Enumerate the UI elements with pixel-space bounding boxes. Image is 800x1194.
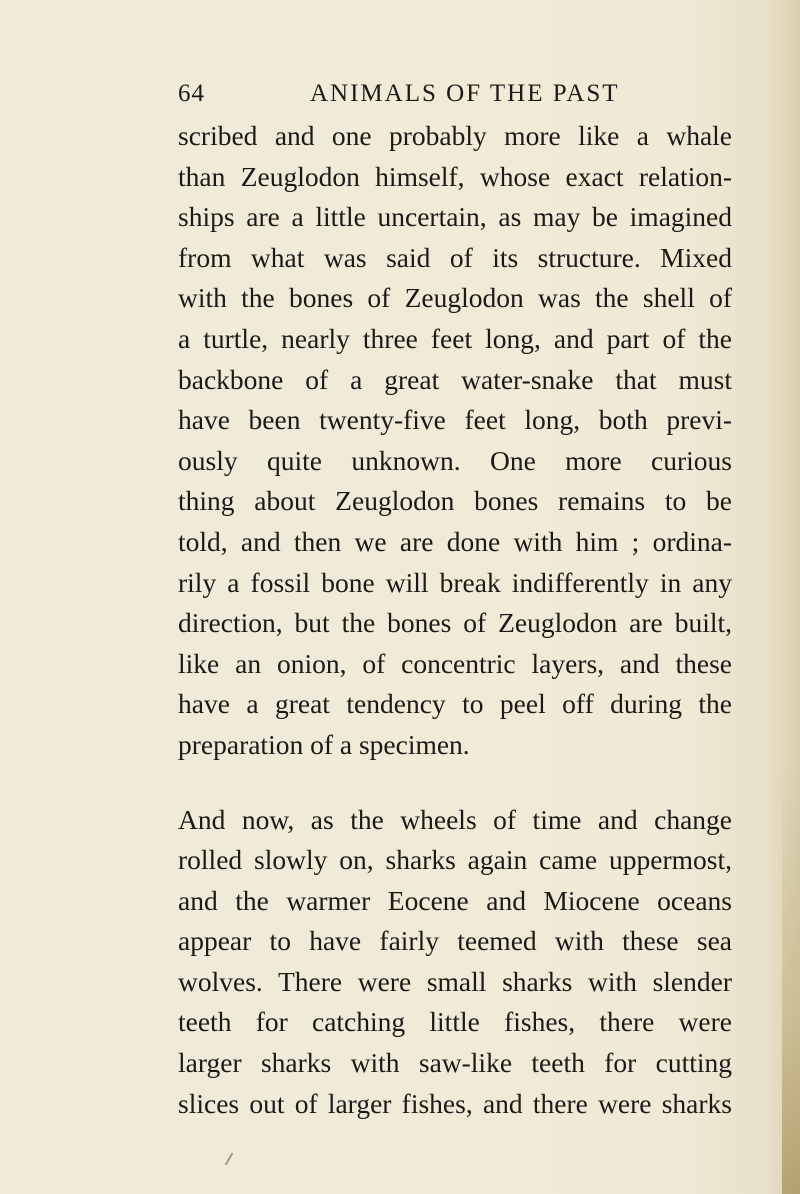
text-line: like an onion, of concentric layers, and these [178,647,732,679]
text-line: teeth for catching little fishes, there were [178,1006,732,1038]
text-line: told, and then we are done with him ; ordina- [178,525,732,557]
text-line: and the warmer Eocene and Miocene oceans [178,884,732,916]
text-line: ships are a little uncertain, as may be imagined [178,201,732,233]
body-text [178,116,732,1124]
text-line: thing about Zeuglodon bones remains to be [178,485,732,517]
text-line: direction, but the bones of Zeuglodon are built, [178,607,732,639]
text-line: appear to have fairly teemed with these sea [178,925,732,957]
text-line: larger sharks with saw-like teeth for cutting [178,1047,732,1079]
text-line: a turtle, nearly three feet long, and part of the [178,322,732,354]
paragraph [178,800,732,1125]
page-edge-stain [782,760,800,1194]
text-line: have a great tendency to peel off during the [178,688,732,720]
text-line: rily a fossil bone will break indifferently in any [178,566,732,598]
text-line: wolves. There were small sharks with slender [178,965,732,997]
running-head [178,80,800,116]
text-line: with the bones of Zeuglodon was the shell of [178,282,732,314]
stray-pencil-mark [225,1152,234,1165]
page-number: 64 [178,80,205,107]
text-line: scribed and one probably more like a whale [178,120,732,151]
text-line: have been twenty-five feet long, both previ- [178,404,732,436]
running-title: ANIMALS OF THE PAST [310,80,620,107]
text-line: slices out of larger fishes, and there were sharks [178,1087,732,1119]
paragraph [178,116,732,766]
text-line: rolled slowly on, sharks again came uppermost, [178,844,732,876]
paragraph-gap [178,766,732,800]
text-line: ously quite unknown. One more curious [178,444,732,476]
text-line: And now, as the wheels of time and change [178,803,732,835]
text-line: preparation of a specimen. [178,728,470,760]
text-line: backbone of a great water-snake that must [178,363,732,395]
text-line: from what was said of its structure. Mixed [178,241,732,273]
text-line: than Zeuglodon himself, whose exact relation- [178,160,732,192]
